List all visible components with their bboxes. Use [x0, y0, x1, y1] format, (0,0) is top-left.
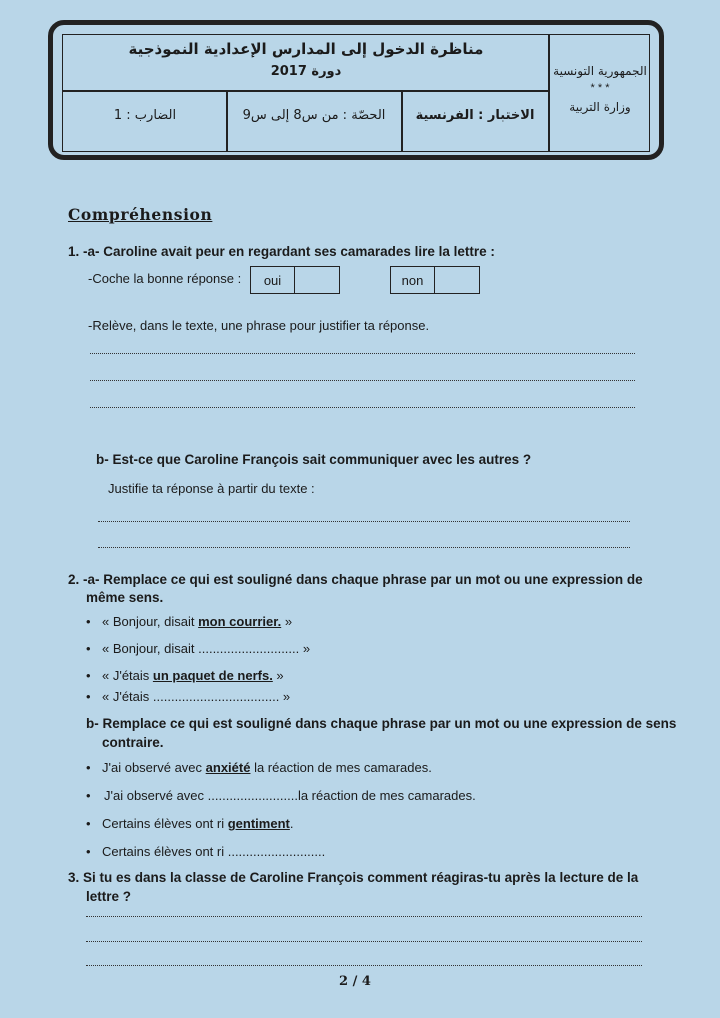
question-2a-line1: 2. -a- Remplace ce qui est souligné dans chaque phrase par un mot ou une expression de [68, 572, 643, 587]
header-cell-divider-2 [226, 90, 228, 152]
sentence-5: J'ai observé avec anxiété la réaction de mes camarades. [102, 760, 432, 775]
sentence-6-answer[interactable]: J'ai observé avec .........................la réaction de mes camarades. [104, 788, 476, 803]
question-3-line2: lettre ? [86, 889, 132, 904]
sentence-4-answer[interactable]: « J'étais ................................... » [102, 689, 291, 704]
exam-session: دورة 2017 [270, 64, 342, 79]
sentence-7: Certains élèves ont ri gentiment. [102, 816, 294, 831]
page-number: 2 / 4 [339, 974, 371, 989]
header-cell-divider-1 [401, 90, 403, 152]
exam-title: مناظرة الدخول إلى المدارس الإعدادية النموذجية [128, 40, 484, 58]
exam-time: الحصّة : من س8 إلى س9 [242, 108, 386, 123]
checkbox-non-box[interactable] [435, 267, 479, 293]
exam-coefficient: الضارب : 1 [113, 108, 177, 123]
header-divider-horizontal [62, 90, 549, 92]
section-title: Compréhension [68, 205, 213, 224]
sentence-3: « J'étais un paquet de nerfs. » [102, 668, 284, 683]
question-2b-line1: b- Remplace ce qui est souligné dans chaque phrase par un mot ou une expression de sens [86, 716, 677, 731]
bullet: • [86, 816, 91, 831]
question-1b: b- Est-ce que Caroline François sait communiquer avec les autres ? [96, 452, 532, 467]
bullet: • [86, 614, 91, 629]
answer-line[interactable] [86, 964, 642, 966]
sentence-1: « Bonjour, disait mon courrier. » [102, 614, 293, 629]
sentence-2-answer[interactable]: « Bonjour, disait ............................ » [102, 641, 311, 656]
answer-line[interactable] [86, 940, 642, 942]
answer-line[interactable] [90, 379, 635, 381]
sentence-8-answer[interactable]: Certains élèves ont ri ........................... [102, 844, 326, 859]
justify-instruction: Justifie ta réponse à partir du texte : [108, 481, 315, 496]
exam-subject: الاختبار : الفرنسية [415, 108, 535, 123]
ministry-label: وزارة التربية [569, 100, 631, 114]
bullet: • [86, 668, 91, 683]
republic-label: الجمهورية التونسية [553, 64, 647, 78]
checkbox-oui-label: oui [251, 267, 295, 293]
checkbox-oui[interactable] [250, 266, 340, 294]
bullet: • [86, 788, 91, 803]
tick-instruction: -Coche la bonne réponse : [88, 271, 242, 286]
bullet: • [86, 641, 91, 656]
bullet: • [86, 844, 91, 859]
question-1a: 1. -a- Caroline avait peur en regardant ses camarades lire la lettre : [68, 244, 495, 259]
answer-line[interactable] [90, 352, 635, 354]
header-stars: * * * [590, 82, 610, 94]
checkbox-non[interactable] [390, 266, 480, 294]
checkbox-oui-box[interactable] [295, 267, 339, 293]
question-2a-line2: même sens. [86, 590, 164, 605]
bullet: • [86, 760, 91, 775]
relieve-instruction: -Relève, dans le texte, une phrase pour justifier ta réponse. [88, 318, 430, 333]
question-3-line1: 3. Si tu es dans la classe de Caroline François comment réagiras-tu après la lecture de la [68, 870, 639, 885]
checkbox-non-label: non [391, 267, 435, 293]
bullet: • [86, 689, 91, 704]
answer-line[interactable] [98, 546, 630, 548]
header-divider-vertical [548, 34, 550, 152]
question-2b-line2: contraire. [102, 735, 164, 750]
answer-line[interactable] [90, 406, 635, 408]
answer-line[interactable] [98, 520, 630, 522]
answer-line[interactable] [86, 915, 642, 917]
